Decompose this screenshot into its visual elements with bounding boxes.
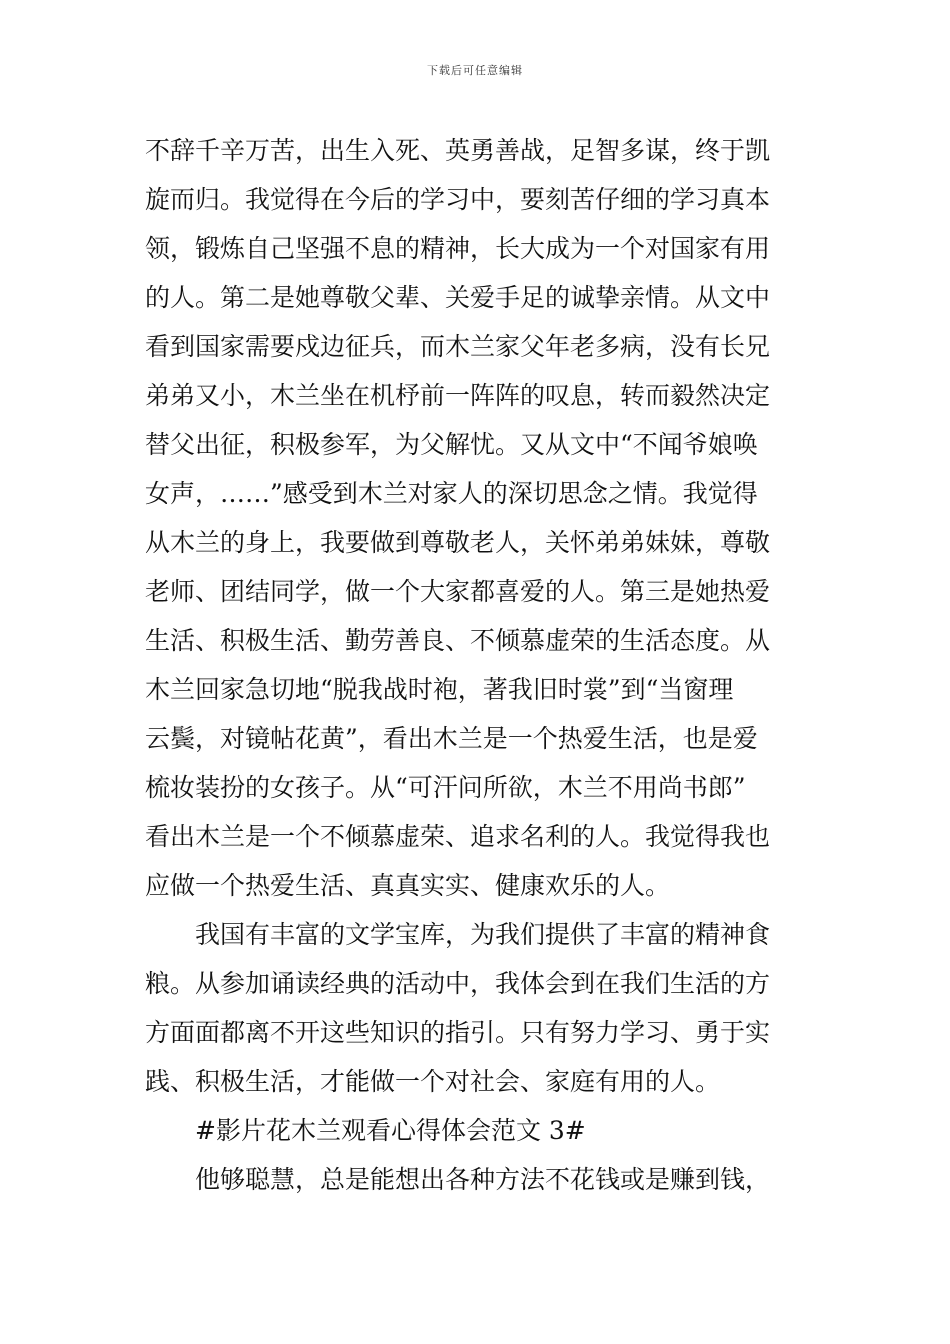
document-body — [145, 126, 810, 1204]
text-line: 他够聪慧，总是能想出各种方法不花钱或是赚到钱， — [195, 1165, 771, 1194]
text-line: 从木兰的身上，我要做到尊敬老人，关怀弟弟妹妹，尊敬 — [145, 528, 771, 557]
text-line: 看到国家需要戍边征兵，而木兰家父年老多病，没有长兄 — [145, 332, 771, 361]
text-line: 替父出征，积极参军，为父解忧。又从文中“不闻爷娘唤 — [145, 430, 758, 459]
text-line: 云鬓，对镜帖花黄”，看出木兰是一个热爱生活，也是爱 — [145, 724, 758, 753]
text-line: 看出木兰是一个不倾慕虚荣、追求名利的人。我觉得我也 — [145, 822, 771, 851]
text-line: 女声，……”感受到木兰对家人的深切思念之情。我觉得 — [145, 479, 758, 508]
text-line: 老师、团结同学，做一个大家都喜爱的人。第三是她热爱 — [145, 577, 771, 606]
text-line: 的人。第二是她尊敬父辈、关爱手足的诚挚亲情。从文中 — [145, 283, 771, 312]
text-line: 践、积极生活，才能做一个对社会、家庭有用的人。 — [145, 1067, 721, 1096]
text-line: 应做一个热爱生活、真真实实、健康欢乐的人。 — [145, 871, 671, 900]
text-line: #影片花木兰观看心得体会范文 3# — [195, 1116, 586, 1145]
text-line: 弟弟又小，木兰坐在机杼前一阵阵的叹息，转而毅然决定 — [145, 381, 771, 410]
text-line: 不辞千辛万苦，出生入死、英勇善战，足智多谋，终于凯 — [145, 136, 771, 165]
text-line: 粮。从参加诵读经典的活动中，我体会到在我们生活的方 — [145, 969, 771, 998]
text-line: 旋而归。我觉得在今后的学习中，要刻苦仔细的学习真本 — [145, 185, 771, 214]
text-line: 木兰回家急切地“脱我战时袍，著我旧时裳”到“当窗理 — [145, 675, 734, 704]
text-line: 梳妆装扮的女孩子。从“可汗问所欲，木兰不用尚书郎” — [145, 773, 746, 802]
page-header: 下载后可任意编辑 — [427, 64, 523, 77]
text-line: 生活、积极生活、勤劳善良、不倾慕虚荣的生活态度。从 — [145, 626, 771, 655]
text-line: 我国有丰富的文学宝库，为我们提供了丰富的精神食 — [195, 920, 771, 949]
text-line: 领，锻炼自己坚强不息的精神，长大成为一个对国家有用 — [145, 234, 771, 263]
text-line: 方面面都离不开这些知识的指引。只有努力学习、勇于实 — [145, 1018, 771, 1047]
